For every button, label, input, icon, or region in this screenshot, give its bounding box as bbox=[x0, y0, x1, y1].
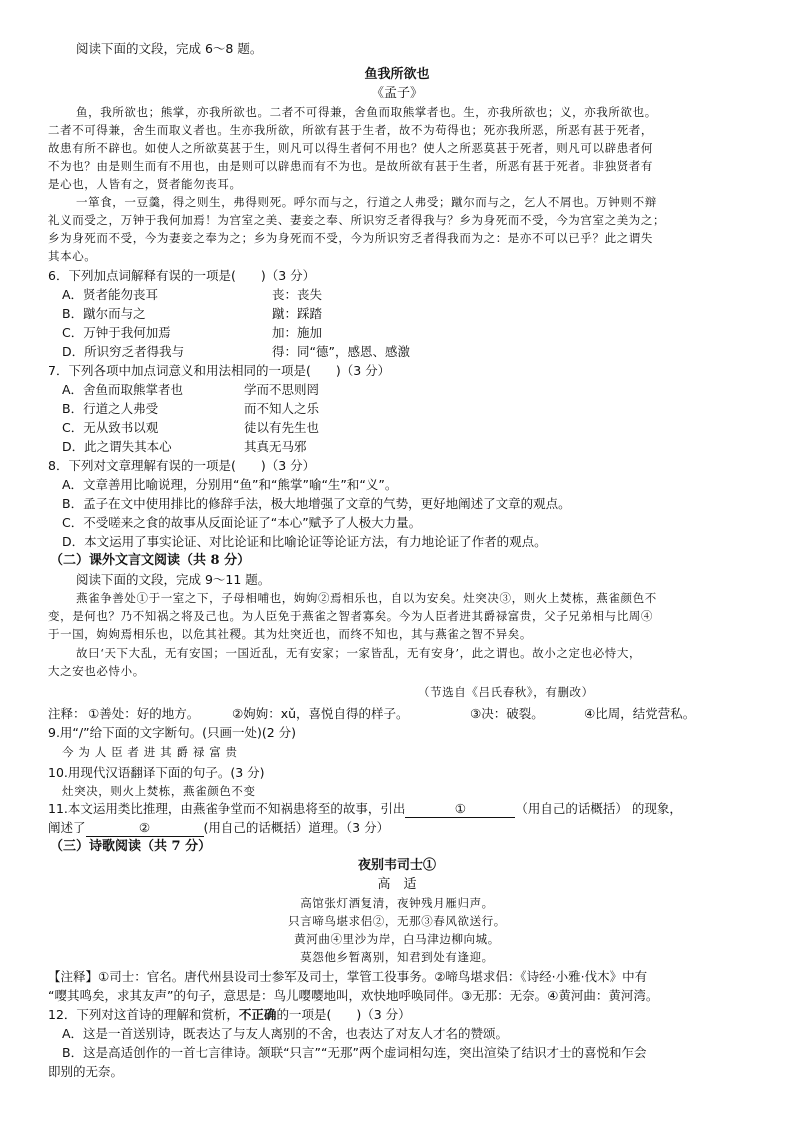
q7-option-c-expl: 徒以有先生也 bbox=[244, 420, 320, 435]
q12-stem-a: 12．下列对这首诗的理解和赏析， bbox=[48, 1007, 239, 1022]
passage2-line: 燕雀争善处①于一室之下，子母相哺也，姁姁②焉相乐也，自以为安矣。灶突决③，则火上焚栋，燕雀颜色不 bbox=[76, 591, 657, 605]
q11-line2 bbox=[48, 819, 389, 837]
passage1-author: 《孟子》 bbox=[370, 86, 423, 101]
section2-title: （二）课外文言文阅读（共 8 分） bbox=[50, 553, 251, 568]
q10-text: 灶突决，则火上焚栋，燕雀颜色不变 bbox=[62, 784, 256, 798]
notes2-label: 注释： bbox=[48, 706, 86, 721]
passage2-source: （节选自《吕氏春秋》，有删改） bbox=[418, 685, 594, 699]
q6-option-d-expl: 得：同“德”，感恩、感激 bbox=[272, 344, 410, 359]
passage2-line: 于一国，姁姁焉相乐也，以危其社稷。其为灶突近也，而终不知也，其与燕雀之智不异矣。 bbox=[48, 627, 532, 641]
q8-stem: 8．下列对文章理解有误的一项是( )（3 分） bbox=[48, 458, 316, 473]
q12-stem-emphasis: 不正确 bbox=[238, 1007, 277, 1022]
q9-stem: 9.用“/”给下面的文字断句。(只画一处)(2 分) bbox=[48, 725, 297, 740]
q6-option-c-expl: 加：施加 bbox=[272, 325, 323, 340]
passage1-line: 其本心。 bbox=[48, 249, 97, 263]
q11-part1: 11.本文运用类比推理，由燕雀争堂而不知祸患将至的故事，引出 bbox=[48, 801, 406, 816]
notes3-line1: 【注释】①司士：官名。唐代州县设司士参军及司士，掌管工役事务。②啼鸟堪求侣：《诗经·小雅·伐木》中有 bbox=[48, 969, 648, 984]
q8-option-c: C．不受嗟来之食的故事从反面论证了“本心”赋予了人极大力量。 bbox=[62, 515, 422, 530]
passage2-line: 变，是何也？乃不知祸之将及己也。为人臣免于燕雀之智者寡矣。今为人臣者进其爵禄富贵，父子兄弟相与比周④ bbox=[48, 609, 653, 623]
passage1-line: 鱼，我所欲也；熊掌，亦我所欲也。二者不可得兼，舍鱼而取熊掌者也。生，亦我所欲也；义，亦我所欲也。 bbox=[76, 105, 657, 119]
q11-line1 bbox=[48, 800, 682, 818]
q11-part4: (用自己的话概括）道理。（3 分） bbox=[203, 820, 390, 835]
passage1-line: 故患有所不辟也。如使人之所欲莫甚于生，则凡可以得生者何不用也？使人之所恶莫甚于死者，则凡可以辟患者何 bbox=[48, 141, 653, 155]
passage1-line: 是心也，人皆有之，贤者能勿丧耳。 bbox=[48, 177, 242, 191]
passage2-line: 大之安也必恃小。 bbox=[48, 664, 145, 678]
q12-option-a: A．这是一首送别诗，既表达了与友人离别的不舍，也表达了对友人才名的赞颂。 bbox=[62, 1026, 509, 1041]
notes3-line2: “嘤其鸣矣，求其友声”的句子，意思是：鸟儿嘤嘤地叫，欢快地呼唤同伴。③无那：无奈。④黄河曲：黄河湾。 bbox=[48, 988, 659, 1003]
poem-author: 高 适 bbox=[377, 877, 417, 892]
q7-stem: 7．下列各项中加点词意义和用法相同的一项是( )（3 分） bbox=[48, 363, 391, 378]
q7-option-a-expl: 学而不思则罔 bbox=[244, 382, 320, 397]
q7-option-b: B．行道之人弗受 bbox=[62, 401, 159, 416]
passage1-line: 一箪食，一豆羹，得之则生，弗得则死。呼尔而与之，行道之人弗受；蹴尔而与之，乞人不屑也。万钟则不辩 bbox=[76, 195, 657, 209]
q12-stem bbox=[48, 1006, 411, 1023]
q6-option-c: C．万钟于我何加焉 bbox=[62, 325, 171, 340]
q11-blank-2[interactable]: ② bbox=[86, 819, 204, 837]
poem-line: 高馆张灯酒复清，夜钟残月雁归声。 bbox=[300, 896, 494, 910]
q9-text: 今 为 人 臣 者 进 其 爵 禄 富 贵 bbox=[62, 745, 238, 759]
passage1-line: 礼义而受之，万钟于我何加焉！为宫室之美、妻妾之奉、所识穷乏者得我与？乡为身死而不受，今为宫室之美为之； bbox=[48, 213, 666, 227]
section3-title: （三）诗歌阅读（共 7 分） bbox=[50, 839, 212, 854]
intro-q9-11: 阅读下面的文段，完成 9～11 题。 bbox=[76, 572, 271, 587]
intro-q6-8: 阅读下面的文段，完成 6～8 题。 bbox=[76, 41, 263, 56]
q7-option-d-expl: 其真无马邪 bbox=[244, 439, 307, 454]
q7-option-b-expl: 而不知人之乐 bbox=[244, 401, 320, 416]
poem-line: 莫怨他乡暂离别，知君到处有逢迎。 bbox=[300, 950, 494, 964]
q8-option-b: B．孟子在文中使用排比的修辞手法，极大地增强了文章的气势，更好地阐述了文章的观点。 bbox=[62, 496, 571, 511]
passage1-title: 鱼我所欲也 bbox=[364, 67, 430, 82]
notes2-item: ①善处：好的地方。 bbox=[88, 706, 200, 721]
notes2-item: ②姁姁：xǔ，喜悦自得的样子。 bbox=[232, 706, 409, 721]
q10-stem: 10.用现代汉语翻译下面的句子。(3 分) bbox=[48, 765, 265, 780]
notes2-item: ④比周，结党营私。 bbox=[584, 706, 696, 721]
q6-option-d: D．所识穷乏者得我与 bbox=[62, 344, 185, 359]
q6-stem: 6．下列加点词解释有误的一项是( )（3 分） bbox=[48, 268, 316, 283]
notes2-item: ③决：破裂。 bbox=[470, 706, 544, 721]
poem-title: 夜别韦司士① bbox=[357, 858, 436, 873]
q12-option-b-line2: 即别的无奈。 bbox=[48, 1064, 124, 1079]
q11-part3: 阐述了 bbox=[48, 820, 86, 835]
passage1-line: 乡为身死而不受，今为妻妾之奉为之；乡为身死而不受，今为所识穷乏者得我而为之：是亦不可以已乎？此之谓失 bbox=[48, 231, 653, 245]
q6-option-b-expl: 蹴：踩踏 bbox=[272, 306, 323, 321]
poem-line: 只言啼鸟堪求侣②，无那③春风欲送行。 bbox=[288, 914, 506, 928]
q8-option-a: A．文章善用比喻说理，分别用“鱼”和“熊掌”喻“生”和“义”。 bbox=[62, 477, 398, 492]
passage1-line: 不为也？由是则生而有不用也，由是则可以辟患而有不为也。是故所欲有甚于生者，所恶有甚于死者。非独贤者有 bbox=[48, 159, 653, 173]
passage2-line: 故曰‘天下大乱，无有安国；一国近乱，无有安家；一家皆乱，无有安身’，此之谓也。故小之定也必恃大， bbox=[76, 646, 642, 660]
q7-option-a: A．舍鱼而取熊掌者也 bbox=[62, 382, 184, 397]
q8-option-d: D．本文运用了事实论证、对比论证和比喻论证等论证方法，有力地论证了作者的观点。 bbox=[62, 534, 547, 549]
q7-option-c: C．无从致书以观 bbox=[62, 420, 159, 435]
q6-option-a: A．贤者能勿丧耳 bbox=[62, 287, 159, 302]
q11-part2: （用自己的话概括） 的现象， bbox=[515, 801, 682, 816]
q6-option-a-expl: 丧：丧失 bbox=[272, 287, 323, 302]
poem-line: 黄河曲④里沙为岸，白马津边柳向城。 bbox=[294, 932, 500, 946]
q6-option-b: B．蹴尔而与之 bbox=[62, 306, 146, 321]
q7-option-d: D．此之谓失其本心 bbox=[62, 439, 172, 454]
q12-option-b-line1: B．这是高适创作的一首七言律诗。颔联“只言”“无那”两个虚词相勾连，突出渲染了结识才士的喜悦和乍会 bbox=[62, 1045, 647, 1060]
passage1-line: 二者不可得兼，舍生而取义者也。生亦我所欲，所欲有甚于生者，故不为苟得也；死亦我所恶，所恶有甚于死者， bbox=[48, 123, 653, 137]
q11-blank-1[interactable]: ① bbox=[405, 800, 515, 818]
q12-stem-c: 的一项是( )（3 分） bbox=[276, 1007, 411, 1022]
